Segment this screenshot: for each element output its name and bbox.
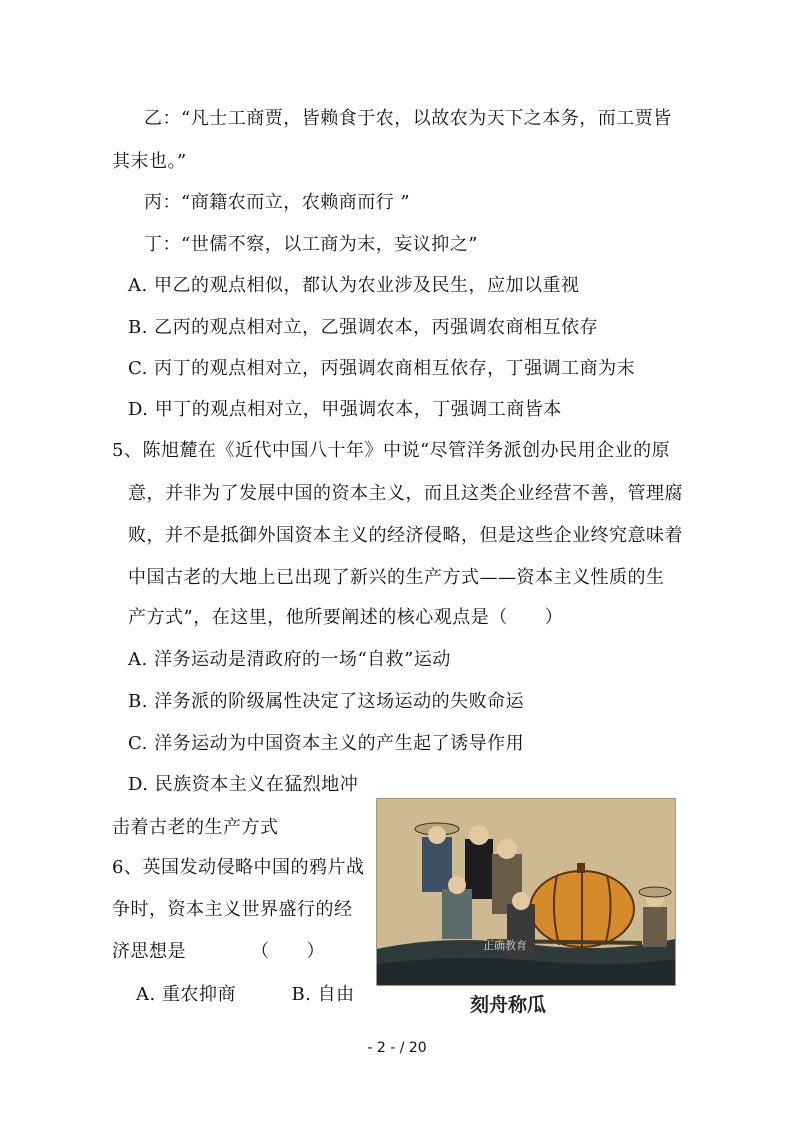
watermark-label: 正确教育	[483, 939, 527, 952]
option-b: B. 洋务派的阶级属性决定了这场运动的失败命运	[128, 691, 525, 712]
text-line: 意，并非为了发展中国的资本主义，而且这类企业经营不善，管理腐	[128, 483, 683, 504]
text-line: 击着古老的生产方式	[112, 817, 279, 838]
text-line: 乙：“凡士工商贾，皆赖食于农，以故农为天下之本务，而工贾皆	[144, 108, 672, 129]
question-6: 6、英国发动侵略中国的鸦片战	[112, 857, 365, 878]
option-d: D. 甲丁的观点相对立，甲强调农本，丁强调工商皆本	[128, 399, 562, 420]
option-c: C. 丙丁的观点相对立，丙强调农商相互依存，丁强调工商为末	[128, 358, 636, 379]
cartoon-image	[376, 798, 676, 986]
option-d: D. 民族资本主义在猛烈地冲	[128, 774, 359, 795]
option-c: C. 洋务运动为中国资本主义的产生起了诱导作用	[128, 733, 525, 754]
option-a: A. 重农抑商 B. 自由	[136, 984, 355, 1005]
text-line: 济思想是 （ ）	[112, 941, 325, 962]
figure-caption: 刻舟称瓜	[470, 994, 547, 1016]
option-a: A. 洋务运动是清政府的一场“自救”运动	[128, 649, 451, 670]
text-line: 中国古老的大地上已出现了新兴的生产方式——资本主义性质的生	[128, 567, 665, 588]
page-number: - 2 - / 20	[367, 1040, 427, 1056]
text-line: 丁：“世儒不察，以工商为末，妄议抑之”	[144, 234, 478, 255]
text-line: 产方式”，在这里，他所要阐述的核心观点是（ ）	[128, 607, 564, 628]
text-line: 其末也。”	[112, 151, 187, 172]
text-line: 败，并不是抵御外国资本主义的经济侵略，但是这些企业终究意味着	[128, 525, 683, 546]
text-line: 争时，资本主义世界盛行的经	[112, 899, 353, 920]
question-5: 5、陈旭麓在《近代中国八十年》中说“尽管洋务派创办民用企业的原	[112, 440, 671, 461]
text-line: 丙：“商籍农而立，农赖商而行 ”	[144, 192, 411, 213]
option-a: A. 甲乙的观点相似，都认为农业涉及民生，应加以重视	[128, 275, 580, 296]
option-b: B. 乙丙的观点相对立，乙强调农本，丙强调农商相互依存	[128, 317, 599, 338]
cartoon-illustration	[377, 799, 675, 985]
